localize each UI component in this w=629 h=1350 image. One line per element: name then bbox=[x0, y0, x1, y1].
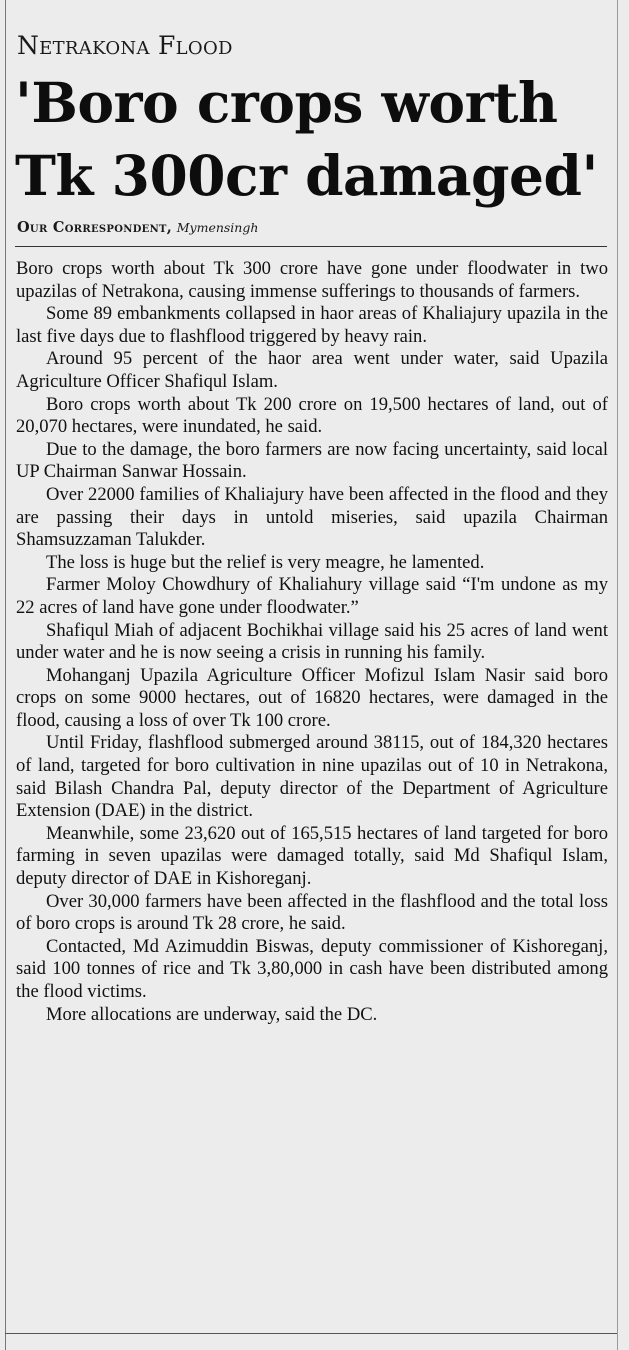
article-paragraph: Shafiqul Miah of adjacent Bochikhai village said his 25 acres of land went under water and he is now seeing a crisis in running his family. bbox=[16, 619, 608, 664]
headline-line: 'Boro crops worth bbox=[15, 70, 558, 135]
article-paragraph: Meanwhile, some 23,620 out of 165,515 hectares of land targeted for boro farming in seven upazilas were damaged totally, said Md Shafiqul Islam, deputy director of DAE in Kishoreganj. bbox=[16, 822, 608, 890]
article-paragraph: Over 30,000 farmers have been affected in the flashflood and the total loss of boro crops is around Tk 28 crore, he said. bbox=[16, 890, 608, 935]
article-paragraph: The loss is huge but the relief is very meagre, he lamented. bbox=[46, 551, 485, 573]
kicker: Netrakona Flood bbox=[17, 31, 233, 60]
bottom-rule bbox=[5, 1333, 617, 1334]
article-paragraph: Due to the damage, the boro farmers are now facing uncertainty, said local UP Chairman Sanwar Hossain. bbox=[16, 438, 608, 483]
article-paragraph: More allocations are underway, said the DC. bbox=[46, 1003, 378, 1025]
article-paragraph: Contacted, Md Azimuddin Biswas, deputy commissioner of Kishoreganj, said 100 tonnes of rice and Tk 3,80,000 in cash have been distributed among the flood victims. bbox=[16, 935, 608, 1002]
headline bbox=[15, 66, 615, 212]
byline-location: Mymensingh bbox=[176, 220, 259, 235]
article-paragraph: Until Friday, flashflood submerged around 38115, out of 184,320 hectares of land, targeted for boro cultivation in nine upazilas out of 10 in Netrakona, said Bilash Chandra Pal, deputy director of the Department of Agriculture Extension (DAE) in the district. bbox=[16, 732, 608, 822]
article-body bbox=[16, 258, 608, 1026]
article-paragraph: Around 95 percent of the haor area went under water, said Upazila Agriculture Officer Shafiqul Islam. bbox=[16, 348, 608, 392]
byline-author: Our Correspondent, bbox=[17, 219, 173, 236]
byline bbox=[17, 218, 258, 238]
article-paragraph: Boro crops worth about Tk 300 crore have gone under floodwater in two upazilas of Netrakona, causing immense sufferings to thousands of farmers. bbox=[16, 258, 608, 302]
article-paragraph: Over 22000 families of Khaliajury have been affected in the flood and they are passing their days in untold miseries, said upazila Chairman Shamsuzzaman Talukder. bbox=[16, 483, 608, 551]
article-paragraph: Some 89 embankments collapsed in haor areas of Khaliajury upazila in the last five days due to flashflood triggered by heavy rain. bbox=[16, 303, 608, 347]
column-rule-right bbox=[617, 0, 618, 1350]
article-paragraph: Mohanganj Upazila Agriculture Officer Mofizul Islam Nasir said boro crops on some 9000 hectares, out of 16820 hectares, were damaged in the flood, causing a loss of over Tk 100 crore. bbox=[16, 664, 608, 731]
headline-line: Tk 300cr damaged' bbox=[15, 143, 598, 208]
byline-divider bbox=[15, 246, 607, 247]
article-paragraph: Farmer Moloy Chowdhury of Khaliahury village said “I'm undone as my 22 acres of land have gone under floodwater.” bbox=[16, 574, 608, 618]
article-paragraph: Boro crops worth about Tk 200 crore on 19,500 hectares of land, out of 20,070 hectares, were inundated, he said. bbox=[16, 393, 608, 438]
column-rule-left bbox=[5, 0, 6, 1350]
